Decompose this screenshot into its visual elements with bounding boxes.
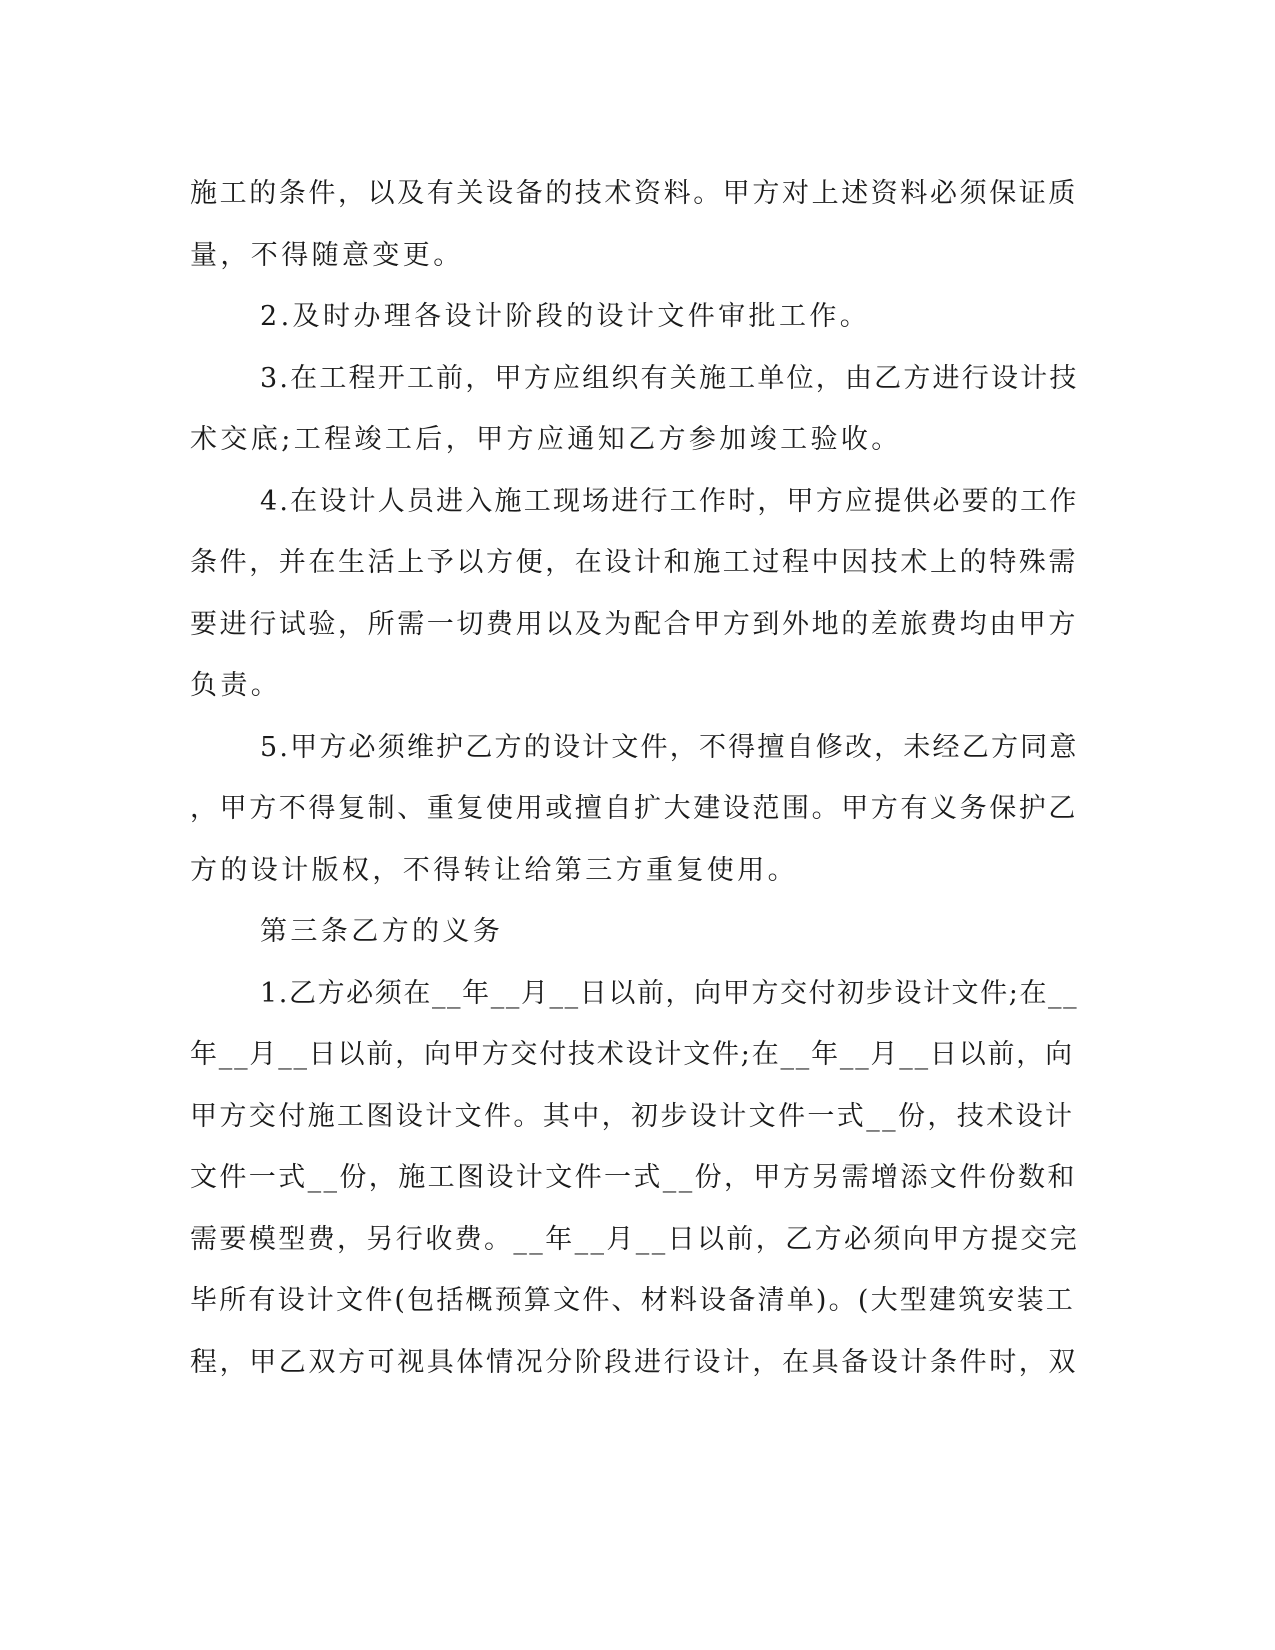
text-line-4: 3.在工程开工前，甲方应组织有关施工单位，由乙方进行设计技 bbox=[260, 362, 1079, 394]
text-line-6: 4.在设计人员进入施工现场进行工作时，甲方应提供必要的工作 bbox=[260, 485, 1079, 517]
text-line-2: 量，不得随意变更。 bbox=[190, 239, 464, 271]
text-line-17: 文件一式__份，施工图设计文件一式__份，甲方另需增添文件份数和 bbox=[190, 1162, 1077, 1193]
text-line-15: 年__月__日以前，向甲方交付技术设计文件;在__年__月__日以前，向 bbox=[190, 1039, 1074, 1070]
text-line-20: 程，甲乙双方可视具体情况分阶段进行设计，在具备设计条件时，双 bbox=[190, 1346, 1078, 1378]
text-line-12: 方的设计版权，不得转让给第三方重复使用。 bbox=[190, 854, 798, 886]
text-line-7: 条件，并在生活上予以方便，在设计和施工过程中因技术上的特殊需 bbox=[190, 547, 1078, 578]
text-line-5: 术交底;工程竣工后，甲方应通知乙方参加竣工验收。 bbox=[190, 424, 902, 455]
text-line-18: 需要模型费，另行收费。__年__月__日以前，乙方必须向甲方提交完 bbox=[190, 1223, 1080, 1255]
text-line-1: 施工的条件，以及有关设备的技术资料。甲方对上述资料必须保证质 bbox=[190, 178, 1078, 209]
text-line-3: 2.及时办理各设计阶段的设计文件审批工作。 bbox=[260, 301, 871, 332]
text-line-16: 甲方交付施工图设计文件。其中，初步设计文件一式__份，技术设计 bbox=[190, 1100, 1075, 1132]
text-line-11: ，甲方不得复制、重复使用或擅自扩大建设范围。甲方有义务保护乙 bbox=[190, 793, 1078, 824]
section-heading: 第三条乙方的义务 bbox=[260, 916, 504, 947]
document-body bbox=[190, 163, 1080, 1393]
text-line-10: 5.甲方必须维护乙方的设计文件，不得擅自修改，未经乙方同意 bbox=[260, 731, 1079, 763]
text-line-8: 要进行试验，所需一切费用以及为配合甲方到外地的差旅费均由甲方 bbox=[190, 608, 1078, 640]
text-line-9: 负责。 bbox=[190, 670, 282, 701]
text-line-19: 毕所有设计文件(包括概预算文件、材料设备清单)。(大型建筑安装工 bbox=[190, 1285, 1075, 1316]
text-line-14: 1.乙方必须在__年__月__日以前，向甲方交付初步设计文件;在__ bbox=[260, 977, 1079, 1009]
